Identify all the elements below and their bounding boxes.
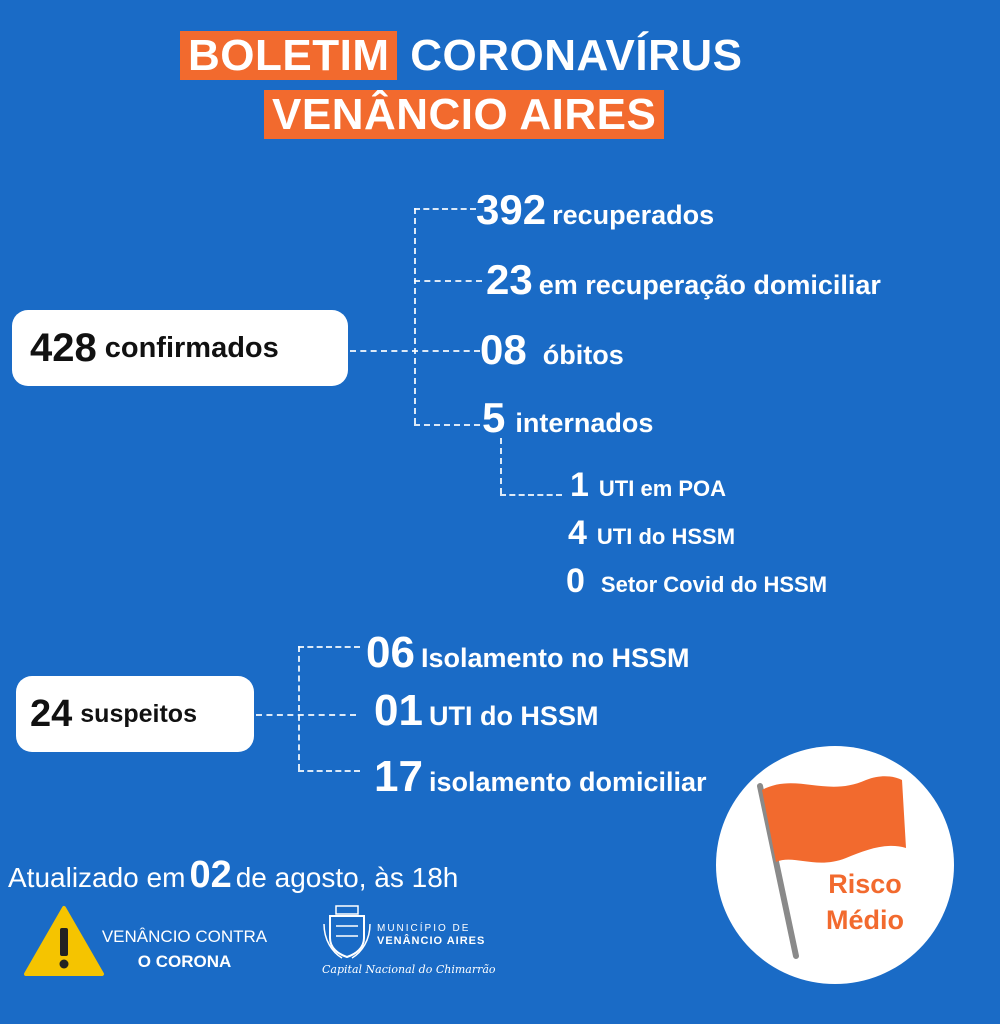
suspected-pill <box>16 676 254 752</box>
item-label: UTI do HSSM <box>596 524 736 549</box>
updated-suffix: de agosto, às 18h <box>235 862 459 893</box>
title-line-1 <box>180 30 742 82</box>
connector <box>414 208 416 424</box>
item-count: 17 <box>374 752 423 801</box>
municipality-line-1: MUNICÍPIO DE <box>377 923 471 934</box>
risk-badge <box>716 746 954 984</box>
title-city: VENÂNCIO AIRES <box>264 90 664 139</box>
connector <box>298 646 360 648</box>
connector <box>298 770 360 772</box>
list-item <box>374 686 598 736</box>
campaign-line-1: VENÂNCIO CONTRA <box>101 927 268 946</box>
updated-day: 02 <box>189 854 232 896</box>
municipality-line-2: VENÂNCIO AIRES <box>377 935 486 947</box>
suspected-label: suspeitos <box>80 699 197 728</box>
connector <box>414 424 480 426</box>
item-count: 0 <box>566 562 585 600</box>
item-label: óbitos <box>542 340 624 370</box>
connector <box>256 714 356 716</box>
list-item <box>366 628 689 678</box>
item-count: 4 <box>568 514 587 552</box>
list-item <box>566 562 827 601</box>
connector <box>500 494 562 496</box>
connector <box>500 438 502 494</box>
connector <box>414 208 476 210</box>
risk-label <box>800 866 930 938</box>
updated-text <box>8 854 458 897</box>
item-count: 392 <box>476 186 547 233</box>
risk-line-2: Médio <box>826 905 904 935</box>
confirmed-label: confirmados <box>104 331 279 364</box>
title-line-2 <box>264 89 664 141</box>
item-label: Isolamento no HSSM <box>420 643 690 673</box>
connector <box>298 646 300 770</box>
title-rest: CORONAVÍRUS <box>410 31 743 80</box>
item-count: 06 <box>366 628 415 677</box>
confirmed-pill <box>12 310 348 386</box>
title-highlight: BOLETIM <box>180 31 397 80</box>
list-item <box>486 256 881 304</box>
warning-icon <box>22 904 106 978</box>
item-label: Setor Covid do HSSM <box>600 572 828 597</box>
list-item <box>568 514 735 553</box>
item-label: em recuperação domiciliar <box>538 270 881 300</box>
campaign-line-2: O CORONA <box>137 952 232 971</box>
item-label: UTI do HSSM <box>428 701 599 731</box>
municipality-tagline: Capital Nacional do Chimarrão <box>322 963 496 976</box>
item-label: recuperados <box>552 200 715 230</box>
list-item <box>476 186 714 234</box>
confirmed-count: 428 <box>30 325 97 370</box>
list-item <box>482 394 653 442</box>
list-item <box>570 466 726 505</box>
flag-icon <box>716 746 954 984</box>
item-label: isolamento domiciliar <box>428 767 707 797</box>
campaign-text <box>97 924 272 974</box>
list-item <box>374 752 707 802</box>
coat-of-arms-icon <box>322 904 372 960</box>
updated-prefix: Atualizado em <box>8 862 186 893</box>
item-count: 5 <box>482 394 506 441</box>
item-count: 1 <box>570 466 589 504</box>
item-count: 23 <box>486 256 533 303</box>
suspected-count: 24 <box>30 692 73 735</box>
list-item <box>480 326 624 374</box>
item-count: 08 <box>480 326 527 373</box>
connector <box>414 280 482 282</box>
item-label: UTI em POA <box>598 476 727 501</box>
municipality-name <box>377 922 485 948</box>
risk-line-1: Risco <box>828 869 902 899</box>
item-label: internados <box>515 408 654 438</box>
item-count: 01 <box>374 686 423 735</box>
